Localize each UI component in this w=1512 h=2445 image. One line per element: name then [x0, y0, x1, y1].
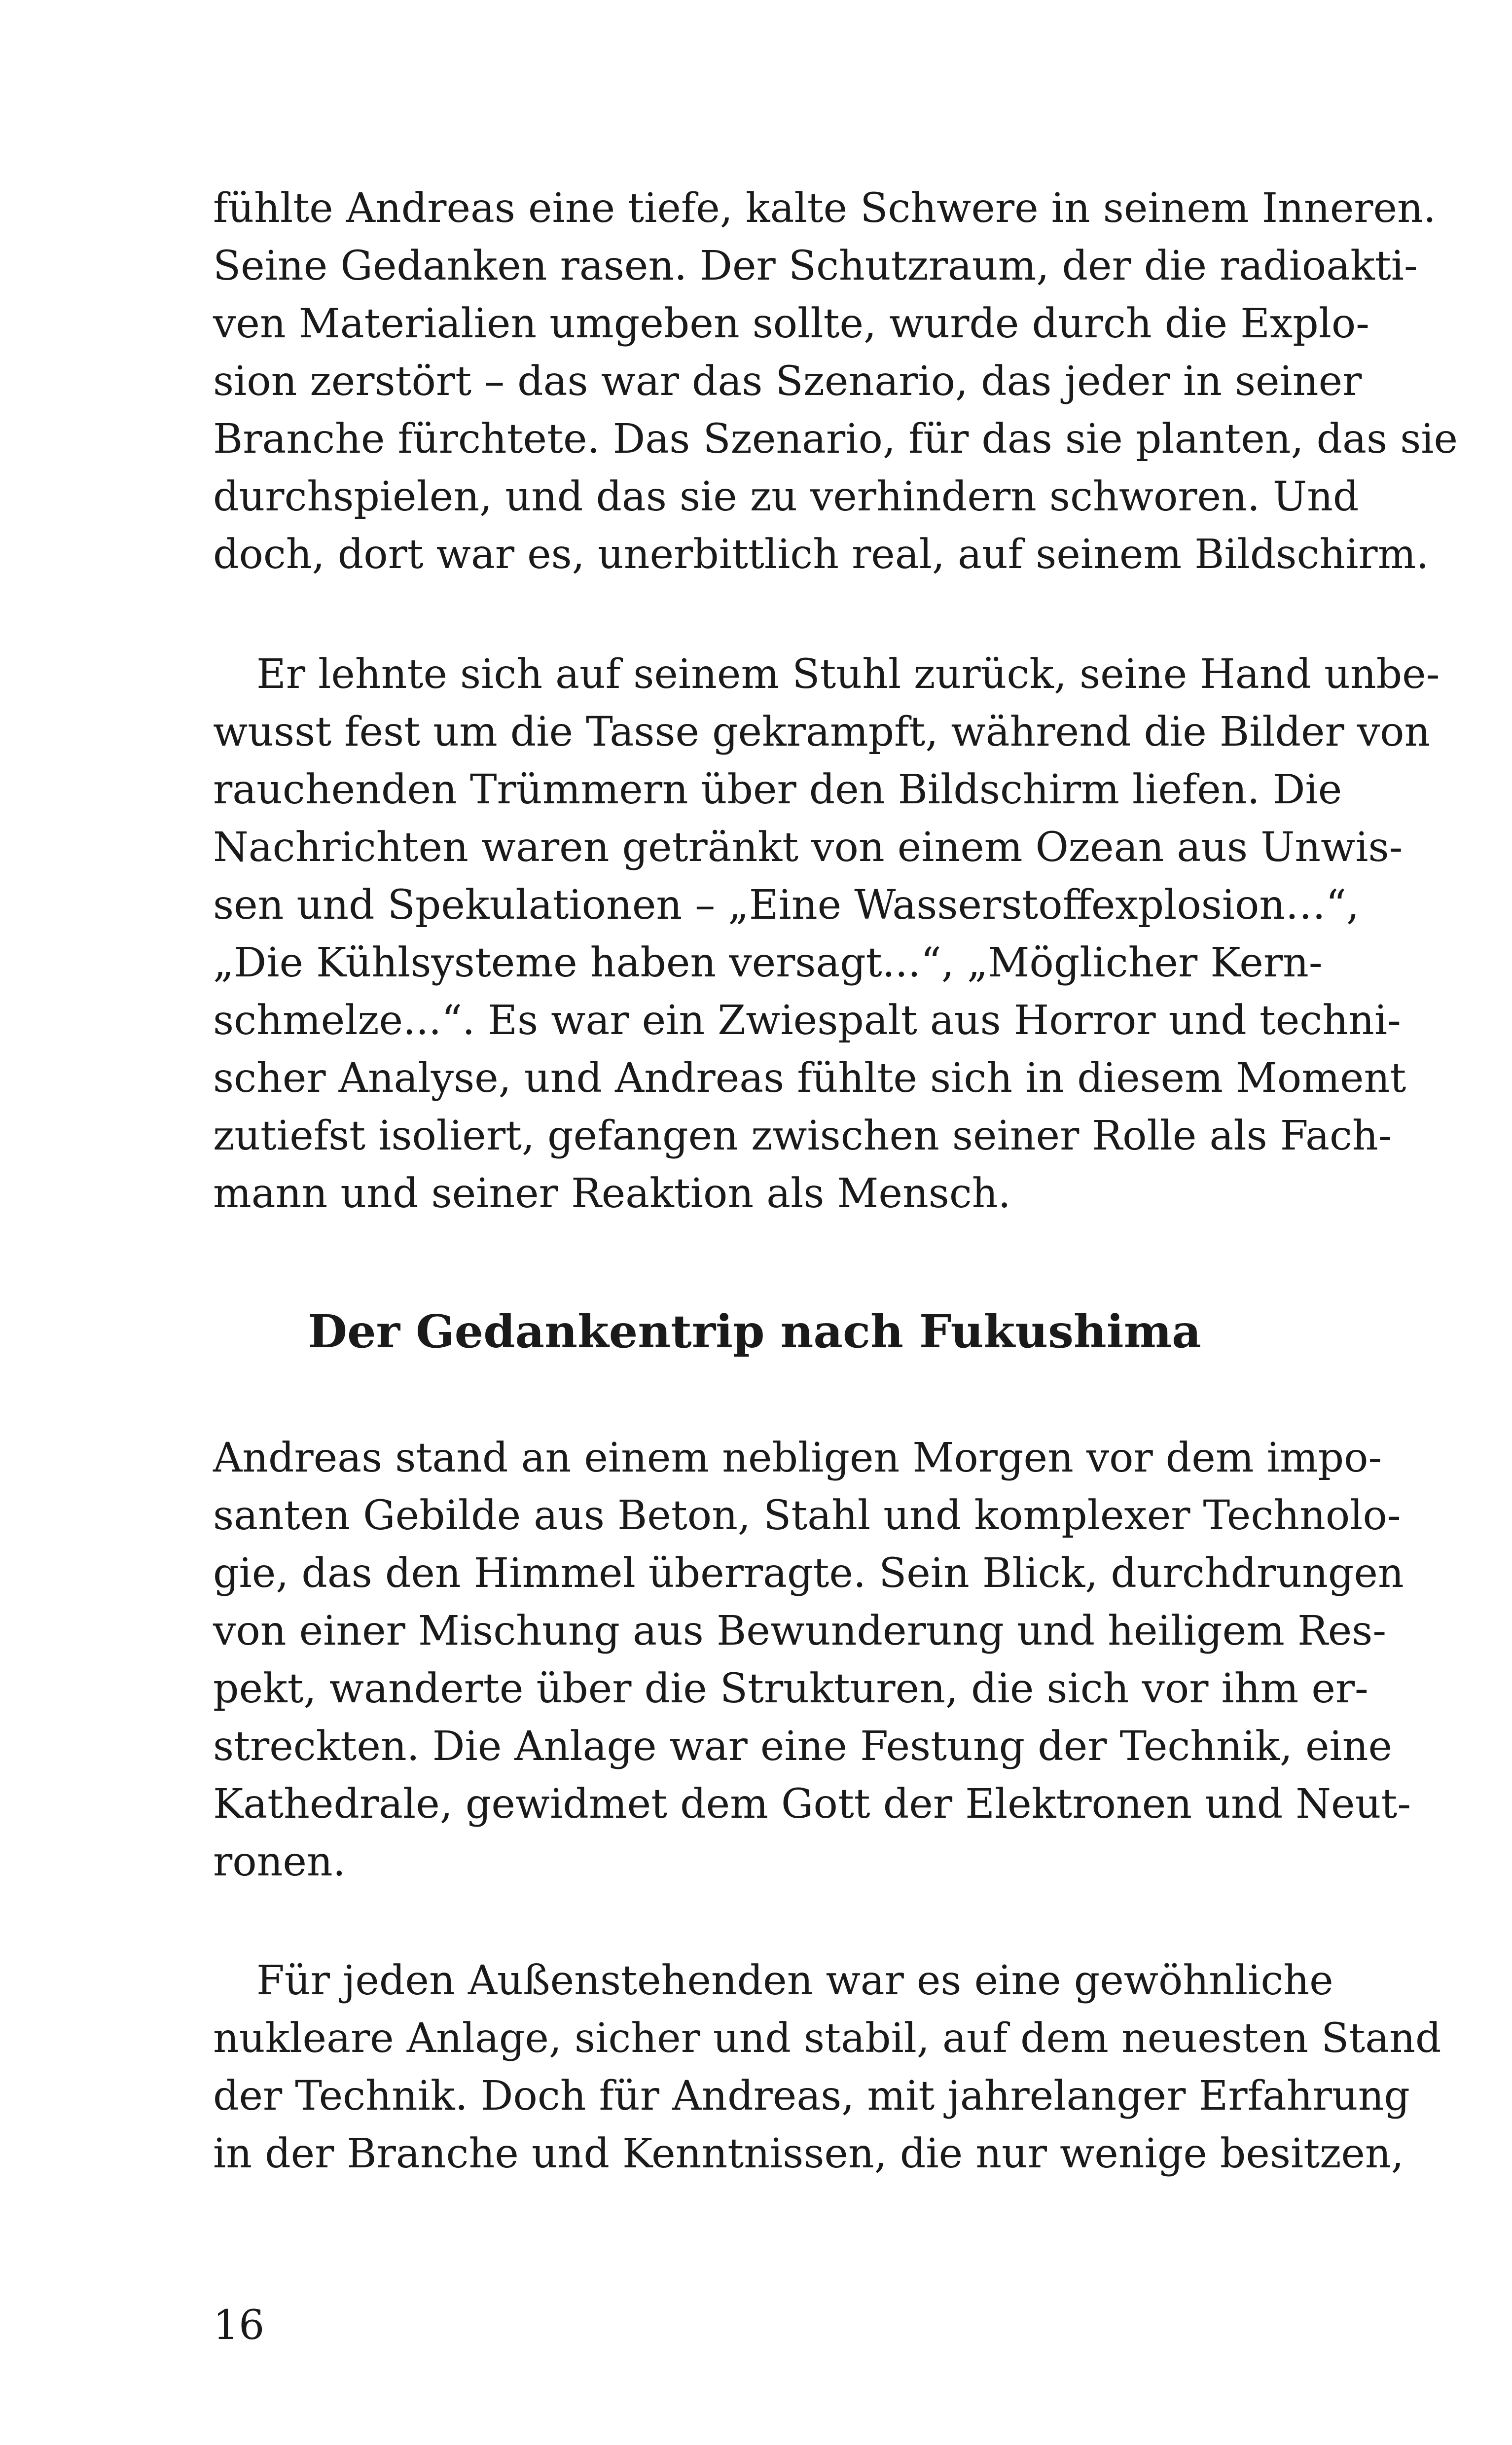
- text-line: „Die Kühlsysteme haben versagt...“, „Möglicher Kern-: [213, 939, 1323, 986]
- paragraph-4: [213, 1952, 1441, 2183]
- text-line: sen und Spekulationen – „Eine Wasserstoffexplosion…“,: [213, 882, 1360, 929]
- text-line: zutiefst isoliert, gefangen zwischen seiner Rolle als Fach-: [213, 1113, 1392, 1159]
- text-line: Branche fürchtete. Das Szenario, für das sie planten, das sie: [213, 416, 1458, 463]
- text-line: doch, dort war es, unerbittlich real, auf seinem Bildschirm.: [213, 531, 1429, 578]
- text-line: nukleare Anlage, sicher und stabil, auf dem neuesten Stand: [213, 2015, 1441, 2062]
- text-line: pekt, wanderte über die Strukturen, die sich vor ihm er-: [213, 1665, 1368, 1712]
- text-line: mann und seiner Reaktion als Mensch.: [213, 1170, 1011, 1217]
- text-line: Er lehnte sich auf seinem Stuhl zurück, seine Hand unbe-: [256, 651, 1440, 698]
- text-line: streckten. Die Anlage war eine Festung der Technik, eine: [213, 1723, 1393, 1770]
- text-line: der Technik. Doch für Andreas, mit jahrelanger Erfahrung: [213, 2073, 1410, 2120]
- text-line: Für jeden Außenstehenden war es eine gewöhnliche: [256, 1957, 1333, 2004]
- text-line: wusst fest um die Tasse gekrampft, während die Bilder von: [213, 709, 1431, 755]
- text-line: Seine Gedanken rasen. Der Schutzraum, der die radioakti-: [213, 243, 1418, 289]
- text-line: santen Gebilde aus Beton, Stahl und komplexer Technolo-: [213, 1492, 1401, 1539]
- paragraph-1: [213, 180, 1458, 583]
- text-line: Kathedrale, gewidmet dem Gott der Elektronen und Neut-: [213, 1781, 1411, 1828]
- text-line: gie, das den Himmel überragte. Sein Blick, durchdrungen: [213, 1550, 1404, 1597]
- text-line: Andreas stand an einem nebligen Morgen vor dem impo-: [213, 1435, 1382, 1481]
- paragraph-2: [213, 646, 1440, 1222]
- text-line: in der Branche und Kenntnissen, die nur wenige besitzen,: [213, 2130, 1404, 2177]
- paragraph-3: [213, 1429, 1411, 1891]
- text-line: fühlte Andreas eine tiefe, kalte Schwere in seinem Inneren.: [213, 185, 1436, 232]
- text-line: schmelze...“. Es war ein Zwiespalt aus Horror und techni-: [213, 997, 1401, 1044]
- text-line: rauchenden Trümmern über den Bildschirm liefen. Die: [213, 766, 1342, 813]
- text-line: ronen.: [213, 1838, 346, 1885]
- text-line: Nachrichten waren getränkt von einem Ozean aus Unwis-: [213, 824, 1403, 871]
- section-heading: Der Gedankentrip nach Fukushima: [308, 1305, 1201, 1358]
- text-line: von einer Mischung aus Bewunderung und heiligem Res-: [213, 1608, 1387, 1654]
- text-line: sion zerstört – das war das Szenario, das jeder in seiner: [213, 358, 1362, 405]
- text-line: ven Materialien umgeben sollte, wurde durch die Explo-: [213, 300, 1370, 347]
- page-number: 16: [213, 2302, 265, 2349]
- text-line: scher Analyse, und Andreas fühlte sich in diesem Moment: [213, 1055, 1406, 1102]
- text-line: durchspielen, und das sie zu verhindern schworen. Und: [213, 473, 1359, 520]
